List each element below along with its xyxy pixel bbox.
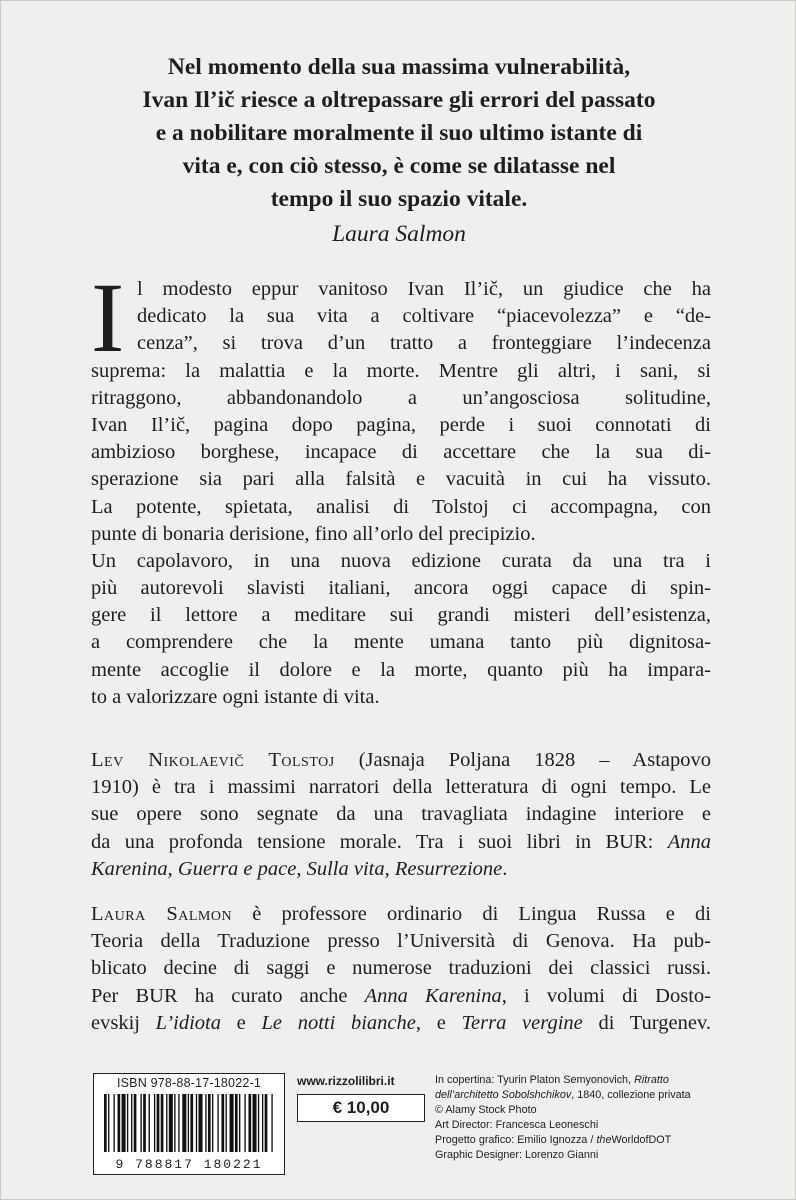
synopsis-line: punte di bonaria derisione, fino all’orlo del precipizio. [91, 522, 536, 545]
synopsis-line: cenza”, si trova d’un tratto a fronteggiare l’indecenza [137, 332, 711, 355]
credit-line [435, 1073, 755, 1088]
barcode-bar [122, 1094, 126, 1152]
synopsis-line: ritraggono, abbandonandolo a un’angosciosa solitudine, [91, 386, 711, 409]
bio-text: . [502, 857, 508, 880]
barcode-bar [169, 1094, 173, 1152]
artwork-title: dell’architetto Sobolshchikov [435, 1089, 572, 1101]
credit-line: Graphic Designer: Lorenzo Gianni [435, 1149, 599, 1161]
barcode-bar [154, 1094, 155, 1152]
bio-line [91, 856, 711, 883]
barcode-bar [104, 1094, 107, 1152]
barcode-bar [157, 1094, 160, 1152]
quote-line: tempo il suo spazio vitale. [270, 186, 528, 212]
barcode-bar [196, 1094, 197, 1152]
barcode-bar [235, 1094, 238, 1152]
book-titles: Karenina, Guerra e pace, Sulla vita, Resurrezione [91, 857, 503, 880]
bio-line: blicato decine di saggi e numerose traduzioni dei classici russi. [91, 957, 711, 980]
book-title: Terra vergine [461, 1011, 583, 1034]
book-title: Anna [667, 830, 711, 853]
synopsis-line: Ivan Il’ič, pagina dopo pagina, perde i suoi connotati di [91, 413, 711, 436]
barcode-bar [221, 1094, 224, 1152]
barcode-bar [230, 1094, 234, 1152]
credit-text: WorldofDOT [611, 1134, 672, 1146]
artwork-title: Ritratto [634, 1074, 669, 1086]
credit-text: Progetto grafico: Emilio Ignozza / [435, 1134, 597, 1146]
bio-line: sue opere sono segnate da una travagliata indagine interiore e [91, 803, 711, 826]
credit-line: © Alamy Stock Photo [435, 1104, 537, 1116]
barcode-bar [208, 1094, 211, 1152]
isbn-label: ISBN 978-88-17-18022-1 [116, 1076, 262, 1090]
barcode-bar [258, 1094, 259, 1152]
barcode-bar [248, 1094, 251, 1152]
barcode-bar [244, 1094, 245, 1152]
bio-text: è professore ordinario di Lingua Russa e di [232, 903, 711, 925]
price: € 10,00 [297, 1094, 425, 1122]
barcode-bar [108, 1094, 109, 1152]
synopsis-line: mente accoglie il dolore e la morte, quanto più ha impara- [91, 658, 711, 681]
book-title: Le notti bianche [261, 1011, 416, 1034]
bio-text: evskij [91, 1011, 156, 1034]
barcode-bar [140, 1094, 141, 1152]
bio-text: e [220, 1011, 262, 1034]
barcode-bar [161, 1094, 164, 1152]
barcode-bar [253, 1094, 257, 1152]
bio-text: Per BUR ha curato anche [91, 984, 365, 1007]
synopsis-line: dedicato la sua vita a coltivare “piacevolezza” e “de- [137, 305, 711, 328]
author-bio-salmon [91, 901, 711, 1037]
credit-text-italic: the [596, 1134, 612, 1146]
bio-line [91, 901, 711, 928]
barcode-bar [199, 1094, 203, 1152]
barcode-bar [182, 1094, 186, 1152]
publisher-website: www.rizzolilibri.it [297, 1074, 395, 1088]
bio-line [91, 747, 711, 774]
barcode-bar [226, 1094, 227, 1152]
barcode-bar [205, 1094, 206, 1152]
credit-line [435, 1133, 755, 1148]
synopsis-line: to a valorizzare ogni istante di vita. [91, 685, 380, 708]
bio-line: Teoria della Traduzione presso l’Università di Genova. Ha pub- [91, 930, 711, 953]
barcode-bar [131, 1094, 132, 1152]
barcode-bar [212, 1094, 213, 1152]
barcode-bar [127, 1094, 128, 1152]
drop-cap: I [91, 262, 125, 373]
bio-text: di Turgenev. [582, 1011, 712, 1034]
barcode-image [104, 1094, 274, 1152]
book-title: L’idiota [155, 1011, 221, 1034]
synopsis-line: più autorevoli slavisti italiani, ancora oggi capace di spin- [91, 577, 711, 600]
book-title: Anna Karenina [364, 984, 502, 1007]
quote-line: Nel momento della sua massima vulnerabilità, [167, 54, 631, 80]
barcode-bar [262, 1094, 263, 1152]
barcode-bar [134, 1094, 137, 1152]
pull-quote [61, 51, 737, 251]
barcode-bar [174, 1094, 175, 1152]
cover-credits [435, 1073, 755, 1163]
barcode-bar [265, 1094, 268, 1152]
credit-text: In copertina: Tyurin Platon Semyonovich, [435, 1074, 635, 1086]
author-bio-tolstoj [91, 747, 711, 883]
barcode-bar [271, 1094, 272, 1152]
translator-name: Laura Salmon [91, 903, 233, 925]
barcode-bar [239, 1094, 240, 1152]
quote-author: Laura Salmon [332, 221, 466, 247]
barcode-box [93, 1073, 285, 1175]
bio-text: , e [415, 1011, 462, 1034]
bio-text: (Jasnaja Poljana 1828 – Astapovo [334, 749, 712, 771]
synopsis-line: suprema: la malattia e la morte. Mentre gli altri, i sani, si [91, 359, 711, 382]
barcode-bar [118, 1094, 121, 1152]
quote-line: Ivan Il’ič riesce a oltrepassare gli errori del passato [142, 87, 656, 113]
quote-line: e a nobilitare moralmente il suo ultimo istante di [155, 120, 643, 146]
synopsis-line: sperazione sia pari alla falsità e vacuità in cui ha vissuto. [91, 468, 711, 491]
credit-text: , 1840, collezione privata [571, 1089, 691, 1101]
credit-line [435, 1088, 755, 1103]
barcode-number: 9 788817 180221 [115, 1157, 263, 1172]
author-name: Lev Nikolaevič Tolstoj [91, 749, 335, 771]
synopsis-line: Un capolavoro, in una nuova edizione curata da una tra i [91, 549, 711, 572]
barcode-bar [166, 1094, 167, 1152]
synopsis-line: l modesto eppur vanitoso Ivan Il’ič, un giudice che ha [137, 278, 711, 300]
barcode-bar [178, 1094, 179, 1152]
synopsis [91, 262, 711, 711]
quote-line: vita e, con ciò stesso, è come se dilatasse nel [182, 153, 616, 179]
synopsis-line: a comprendere che la mente umana tanto più dignitosa- [91, 631, 711, 654]
barcode-bar [143, 1094, 146, 1152]
bio-line [91, 983, 711, 1010]
barcode-bar [113, 1094, 114, 1152]
barcode-bar [188, 1094, 189, 1152]
barcode-bar [217, 1094, 218, 1152]
bio-line [91, 829, 711, 856]
synopsis-line: La potente, spietata, analisi di Tolstoj ci accompagna, con [91, 495, 711, 518]
barcode-bar [190, 1094, 193, 1152]
bio-text: da una profonda tensione morale. Tra i suoi libri in BUR: [91, 830, 668, 853]
synopsis-line: ambizioso borghese, incapace di accettare che la sua di- [91, 441, 711, 464]
credit-line: Art Director: Francesca Leoneschi [435, 1119, 599, 1131]
bio-line [91, 1010, 711, 1037]
bio-line: 1910) è tra i massimi narratori della letteratura di ogni tempo. Le [91, 776, 711, 799]
synopsis-line: gere il lettore a meditare sui grandi misteri dell’esistenza, [91, 604, 711, 627]
barcode-bar [149, 1094, 150, 1152]
bio-text: , i volumi di Dosto- [501, 984, 711, 1007]
